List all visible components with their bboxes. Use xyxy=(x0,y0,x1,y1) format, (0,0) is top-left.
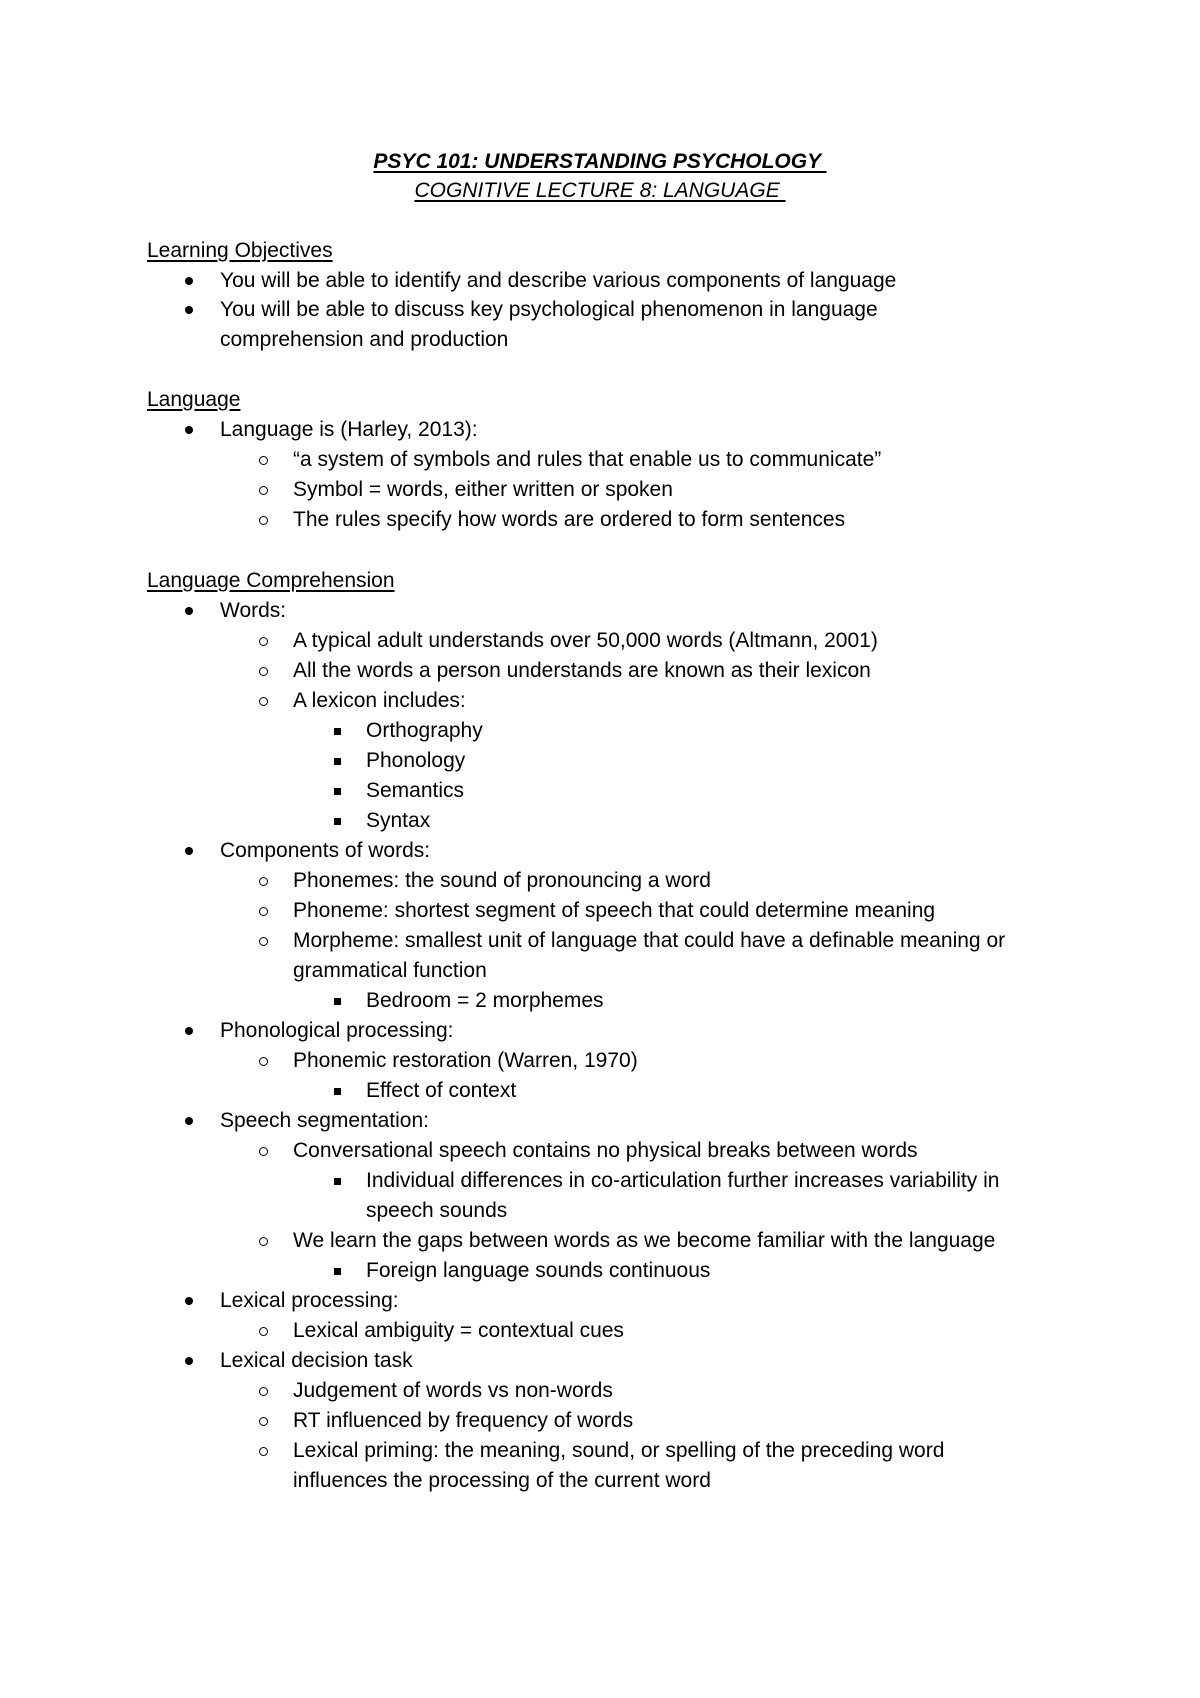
bullet-circle-icon xyxy=(259,1417,268,1426)
bullet-dot-icon xyxy=(185,426,193,434)
comprehension-subitem: RT influenced by frequency of words xyxy=(293,1409,634,1432)
language-subitem: The rules specify how words are ordered to form sentences xyxy=(293,508,846,531)
language-subitem: “a system of symbols and rules that enable us to communicate” xyxy=(293,448,882,471)
objective-item: You will be able to discuss key psychological phenomenon in language xyxy=(220,298,878,321)
lecture-title: COGNITIVE LECTURE 8: LANGUAGE xyxy=(414,179,786,202)
bullet-circle-icon xyxy=(259,907,268,916)
objective-item: You will be able to identify and describe various components of language xyxy=(220,269,897,292)
bullet-square-icon xyxy=(334,1268,341,1275)
bullet-dot-icon xyxy=(185,306,193,314)
comprehension-subitem-continued: influences the processing of the current word xyxy=(293,1469,711,1492)
comprehension-subitem: Phonemic restoration (Warren, 1970) xyxy=(293,1049,638,1072)
bullet-circle-icon xyxy=(259,1147,268,1156)
bullet-circle-icon xyxy=(259,1447,268,1456)
comprehension-subsubitem: Foreign language sounds continuous xyxy=(366,1259,711,1282)
comprehension-subsubitem: Semantics xyxy=(366,779,465,802)
comprehension-subitem: Lexical ambiguity = contextual cues xyxy=(293,1319,624,1342)
comprehension-subitem: Lexical priming: the meaning, sound, or spelling of the preceding word xyxy=(293,1439,945,1462)
comprehension-subsubitem-continued: speech sounds xyxy=(366,1199,508,1222)
comprehension-subitem: Phonemes: the sound of pronouncing a word xyxy=(293,869,711,892)
bullet-circle-icon xyxy=(259,877,268,886)
bullet-square-icon xyxy=(334,728,341,735)
comprehension-subsubitem: Individual differences in co-articulation further increases variability in xyxy=(366,1169,1000,1192)
bullet-dot-icon xyxy=(185,277,193,285)
comprehension-subitem: A lexicon includes: xyxy=(293,689,466,712)
bullet-circle-icon xyxy=(259,937,268,946)
bullet-dot-icon xyxy=(185,847,193,855)
bullet-circle-icon xyxy=(259,1057,268,1066)
comprehension-item: Phonological processing: xyxy=(220,1019,454,1042)
language-subitem: Symbol = words, either written or spoken xyxy=(293,478,673,501)
comprehension-subsubitem: Orthography xyxy=(366,719,483,742)
bullet-square-icon xyxy=(334,1178,341,1185)
bullet-circle-icon xyxy=(259,486,268,495)
language-item: Language is (Harley, 2013): xyxy=(220,418,478,441)
bullet-circle-icon xyxy=(259,1237,268,1246)
bullet-circle-icon xyxy=(259,637,268,646)
comprehension-subitem: All the words a person understands are known as their lexicon xyxy=(293,659,871,682)
comprehension-subitem: Morpheme: smallest unit of language that could have a definable meaning or xyxy=(293,929,1006,952)
bullet-square-icon xyxy=(334,998,341,1005)
bullet-square-icon xyxy=(334,818,341,825)
comprehension-subitem: A typical adult understands over 50,000 words (Altmann, 2001) xyxy=(293,629,878,652)
bullet-dot-icon xyxy=(185,1357,193,1365)
bullet-dot-icon xyxy=(185,1117,193,1125)
comprehension-subitem: Conversational speech contains no physical breaks between words xyxy=(293,1139,918,1162)
objective-item-continued: comprehension and production xyxy=(220,328,509,351)
comprehension-subsubitem: Syntax xyxy=(366,809,431,832)
bullet-circle-icon xyxy=(259,456,268,465)
bullet-circle-icon xyxy=(259,1387,268,1396)
comprehension-subsubitem: Bedroom = 2 morphemes xyxy=(366,989,604,1012)
comprehension-subitem-continued: grammatical function xyxy=(293,959,487,982)
comprehension-subitem: We learn the gaps between words as we become familiar with the language xyxy=(293,1229,996,1252)
heading-language-comprehension: Language Comprehension xyxy=(147,569,395,592)
comprehension-item: Words: xyxy=(220,599,287,622)
comprehension-subitem: Phoneme: shortest segment of speech that could determine meaning xyxy=(293,899,936,922)
bullet-circle-icon xyxy=(259,516,268,525)
bullet-square-icon xyxy=(334,1088,341,1095)
bullet-dot-icon xyxy=(185,1297,193,1305)
bullet-dot-icon xyxy=(185,1027,193,1035)
comprehension-subitem: Judgement of words vs non-words xyxy=(293,1379,613,1402)
comprehension-subsubitem: Phonology xyxy=(366,749,466,772)
bullet-circle-icon xyxy=(259,667,268,676)
comprehension-item: Lexical decision task xyxy=(220,1349,413,1372)
bullet-square-icon xyxy=(334,788,341,795)
heading-language: Language xyxy=(147,388,241,411)
bullet-square-icon xyxy=(334,758,341,765)
comprehension-item: Components of words: xyxy=(220,839,431,862)
bullet-circle-icon xyxy=(259,697,268,706)
bullet-dot-icon xyxy=(185,607,193,615)
comprehension-subsubitem: Effect of context xyxy=(366,1079,517,1102)
bullet-circle-icon xyxy=(259,1327,268,1336)
comprehension-item: Lexical processing: xyxy=(220,1289,399,1312)
course-title: PSYC 101: UNDERSTANDING PSYCHOLOGY xyxy=(373,150,827,173)
comprehension-item: Speech segmentation: xyxy=(220,1109,429,1132)
heading-learning-objectives: Learning Objectives xyxy=(147,239,333,262)
